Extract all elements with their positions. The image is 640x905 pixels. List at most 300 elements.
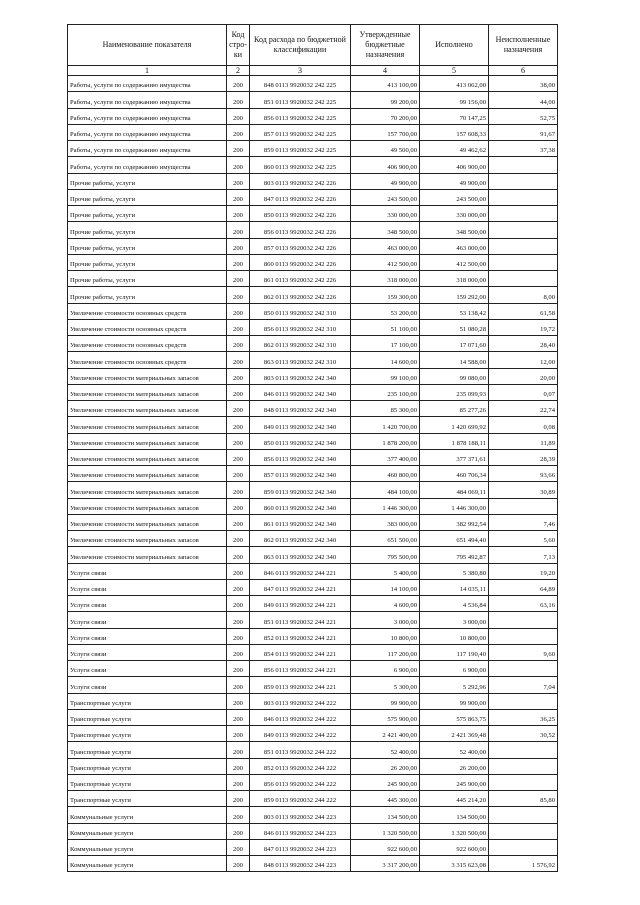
row-approved-cell: 10 800,00	[351, 628, 420, 644]
row-approved-cell: 651 500,00	[351, 531, 420, 547]
table-row	[68, 303, 558, 319]
row-line-code-cell: 200	[227, 498, 250, 514]
row-executed-cell: 1 878 188,11	[420, 433, 489, 449]
row-approved-cell: 3 000,00	[351, 612, 420, 628]
row-unexecuted-cell	[489, 774, 558, 790]
row-approved-cell: 6 900,00	[351, 661, 420, 677]
table-row	[68, 401, 558, 417]
table-row	[68, 644, 558, 660]
row-line-code-cell: 200	[227, 319, 250, 335]
row-line-code-cell: 200	[227, 726, 250, 742]
row-unexecuted-cell: 44,00	[489, 92, 558, 108]
row-name-cell: Прочие работы, услуги	[68, 173, 227, 189]
row-unexecuted-cell	[489, 222, 558, 238]
row-line-code-cell: 200	[227, 303, 250, 319]
column-number-row	[68, 66, 558, 76]
row-executed-cell: 117 190,40	[420, 644, 489, 660]
row-line-code-cell: 200	[227, 287, 250, 303]
row-budget-code-cell: 860 0113 9920032 242 226	[250, 254, 351, 270]
row-executed-cell: 243 500,00	[420, 189, 489, 205]
row-line-code-cell: 200	[227, 514, 250, 530]
row-unexecuted-cell: 22,74	[489, 401, 558, 417]
row-unexecuted-cell	[489, 206, 558, 222]
table-row	[68, 579, 558, 595]
row-approved-cell: 159 300,00	[351, 287, 420, 303]
row-approved-cell: 4 600,00	[351, 596, 420, 612]
row-budget-code-cell: 850 0113 9920032 242 310	[250, 303, 351, 319]
row-budget-code-cell: 803 0113 9920032 242 340	[250, 368, 351, 384]
row-approved-cell: 575 900,00	[351, 709, 420, 725]
row-budget-code-cell: 857 0113 9920032 242 225	[250, 124, 351, 140]
row-name-cell: Прочие работы, услуги	[68, 238, 227, 254]
row-executed-cell: 26 200,00	[420, 758, 489, 774]
row-approved-cell: 134 500,00	[351, 807, 420, 823]
row-unexecuted-cell: 7,04	[489, 677, 558, 693]
row-executed-cell: 575 863,75	[420, 709, 489, 725]
row-name-cell: Услуги связи	[68, 644, 227, 660]
row-name-cell: Увеличение стоимости материальных запасов	[68, 384, 227, 400]
row-line-code-cell: 200	[227, 823, 250, 839]
row-name-cell: Услуги связи	[68, 677, 227, 693]
row-line-code-cell: 200	[227, 693, 250, 709]
row-budget-code-cell: 860 0113 9920032 242 225	[250, 157, 351, 173]
row-line-code-cell: 200	[227, 238, 250, 254]
row-executed-cell: 53 138,42	[420, 303, 489, 319]
row-budget-code-cell: 848 0113 9920032 242 340	[250, 401, 351, 417]
row-unexecuted-cell: 36,25	[489, 709, 558, 725]
row-line-code-cell: 200	[227, 612, 250, 628]
row-name-cell: Транспортные услуги	[68, 758, 227, 774]
row-approved-cell: 1 320 500,00	[351, 823, 420, 839]
row-line-code-cell: 200	[227, 76, 250, 92]
row-approved-cell: 53 200,00	[351, 303, 420, 319]
row-unexecuted-cell: 8,00	[489, 287, 558, 303]
row-executed-cell: 99 156,00	[420, 92, 489, 108]
row-budget-code-cell: 856 0113 9920032 242 340	[250, 449, 351, 465]
row-line-code-cell: 200	[227, 758, 250, 774]
row-executed-cell: 99 080,00	[420, 368, 489, 384]
row-approved-cell: 1 446 300,00	[351, 498, 420, 514]
table-row	[68, 206, 558, 222]
row-line-code-cell: 200	[227, 417, 250, 433]
row-budget-code-cell: 856 0113 9920032 244 221	[250, 661, 351, 677]
row-unexecuted-cell	[489, 839, 558, 855]
row-line-code-cell: 200	[227, 856, 250, 872]
row-approved-cell: 1 878 200,00	[351, 433, 420, 449]
table-row	[68, 531, 558, 547]
row-approved-cell: 445 300,00	[351, 791, 420, 807]
row-executed-cell: 463 000,00	[420, 238, 489, 254]
column-number: 6	[489, 66, 558, 76]
row-approved-cell: 51 100,00	[351, 319, 420, 335]
table-row	[68, 677, 558, 693]
row-executed-cell: 5 380,80	[420, 563, 489, 579]
row-unexecuted-cell	[489, 823, 558, 839]
row-unexecuted-cell: 0,07	[489, 384, 558, 400]
row-name-cell: Коммунальные услуги	[68, 856, 227, 872]
row-name-cell: Коммунальные услуги	[68, 807, 227, 823]
row-executed-cell: 377 371,61	[420, 449, 489, 465]
row-unexecuted-cell	[489, 693, 558, 709]
row-executed-cell: 3 000,00	[420, 612, 489, 628]
row-line-code-cell: 200	[227, 336, 250, 352]
table-row	[68, 742, 558, 758]
row-unexecuted-cell: 63,16	[489, 596, 558, 612]
row-budget-code-cell: 849 0113 9920032 244 221	[250, 596, 351, 612]
table-row	[68, 758, 558, 774]
table-row	[68, 498, 558, 514]
row-name-cell: Услуги связи	[68, 579, 227, 595]
row-executed-cell: 1 446 300,00	[420, 498, 489, 514]
row-name-cell: Увеличение стоимости материальных запасов	[68, 547, 227, 563]
table-row	[68, 482, 558, 498]
row-name-cell: Увеличение стоимости основных средств	[68, 319, 227, 335]
row-unexecuted-cell	[489, 661, 558, 677]
row-executed-cell: 922 600,00	[420, 839, 489, 855]
row-unexecuted-cell: 5,60	[489, 531, 558, 547]
row-budget-code-cell: 863 0113 9920032 242 340	[250, 547, 351, 563]
table-row	[68, 774, 558, 790]
table-row	[68, 222, 558, 238]
row-approved-cell: 99 200,00	[351, 92, 420, 108]
row-line-code-cell: 200	[227, 368, 250, 384]
header-unexecuted: Неисполненные назначения	[489, 25, 558, 66]
row-executed-cell: 157 608,33	[420, 124, 489, 140]
row-budget-code-cell: 860 0113 9920032 242 340	[250, 498, 351, 514]
row-line-code-cell: 200	[227, 222, 250, 238]
row-approved-cell: 52 400,00	[351, 742, 420, 758]
row-line-code-cell: 200	[227, 433, 250, 449]
column-number: 1	[68, 66, 227, 76]
row-line-code-cell: 200	[227, 124, 250, 140]
row-executed-cell: 318 000,00	[420, 271, 489, 287]
row-name-cell: Транспортные услуги	[68, 791, 227, 807]
table-body	[68, 76, 558, 872]
row-executed-cell: 412 500,00	[420, 254, 489, 270]
row-unexecuted-cell	[489, 807, 558, 823]
row-approved-cell: 5 300,00	[351, 677, 420, 693]
row-name-cell: Увеличение стоимости материальных запасов	[68, 417, 227, 433]
row-executed-cell: 51 080,28	[420, 319, 489, 335]
row-unexecuted-cell: 37,38	[489, 141, 558, 157]
row-name-cell: Увеличение стоимости материальных запасов	[68, 466, 227, 482]
table-row	[68, 449, 558, 465]
row-unexecuted-cell: 85,80	[489, 791, 558, 807]
row-approved-cell: 26 200,00	[351, 758, 420, 774]
row-budget-code-cell: 859 0113 9920032 244 221	[250, 677, 351, 693]
row-name-cell: Услуги связи	[68, 612, 227, 628]
row-name-cell: Прочие работы, услуги	[68, 287, 227, 303]
row-budget-code-cell: 856 0113 9920032 242 226	[250, 222, 351, 238]
column-number: 3	[250, 66, 351, 76]
row-unexecuted-cell	[489, 271, 558, 287]
table-row	[68, 856, 558, 872]
table-row	[68, 514, 558, 530]
row-budget-code-cell: 803 0113 9920032 244 222	[250, 693, 351, 709]
row-name-cell: Услуги связи	[68, 596, 227, 612]
row-budget-code-cell: 852 0113 9920032 244 221	[250, 628, 351, 644]
header-row	[68, 25, 558, 66]
budget-report-sheet	[67, 24, 558, 872]
table-row	[68, 254, 558, 270]
row-name-cell: Транспортные услуги	[68, 693, 227, 709]
row-budget-code-cell: 859 0113 9920032 242 340	[250, 482, 351, 498]
row-budget-code-cell: 859 0113 9920032 242 225	[250, 141, 351, 157]
row-name-cell: Увеличение стоимости материальных запасов	[68, 514, 227, 530]
header-approved: Утвержденные бюджетные назначения	[351, 25, 420, 66]
row-executed-cell: 330 000,00	[420, 206, 489, 222]
row-name-cell: Услуги связи	[68, 661, 227, 677]
table-row	[68, 238, 558, 254]
row-unexecuted-cell	[489, 758, 558, 774]
row-unexecuted-cell: 61,58	[489, 303, 558, 319]
row-unexecuted-cell: 19,72	[489, 319, 558, 335]
row-line-code-cell: 200	[227, 579, 250, 595]
header-executed: Исполнено	[420, 25, 489, 66]
row-approved-cell: 49 500,00	[351, 141, 420, 157]
table-row	[68, 76, 558, 92]
row-unexecuted-cell: 7,46	[489, 514, 558, 530]
table-row	[68, 433, 558, 449]
row-line-code-cell: 200	[227, 254, 250, 270]
row-budget-code-cell: 850 0113 9920032 242 340	[250, 433, 351, 449]
row-approved-cell: 49 900,00	[351, 173, 420, 189]
row-unexecuted-cell	[489, 254, 558, 270]
row-approved-cell: 412 500,00	[351, 254, 420, 270]
row-executed-cell: 70 147,25	[420, 108, 489, 124]
table-row	[68, 709, 558, 725]
row-executed-cell: 10 800,00	[420, 628, 489, 644]
row-budget-code-cell: 849 0113 9920032 242 340	[250, 417, 351, 433]
row-budget-code-cell: 803 0113 9920032 242 226	[250, 173, 351, 189]
row-name-cell: Прочие работы, услуги	[68, 206, 227, 222]
row-name-cell: Работы, услуги по содержанию имущества	[68, 157, 227, 173]
row-budget-code-cell: 846 0113 9920032 242 340	[250, 384, 351, 400]
row-executed-cell: 245 900,00	[420, 774, 489, 790]
row-line-code-cell: 200	[227, 449, 250, 465]
row-executed-cell: 382 992,54	[420, 514, 489, 530]
table-row	[68, 693, 558, 709]
row-name-cell: Увеличение стоимости основных средств	[68, 303, 227, 319]
row-line-code-cell: 200	[227, 384, 250, 400]
row-line-code-cell: 200	[227, 189, 250, 205]
table-row	[68, 92, 558, 108]
row-executed-cell: 445 214,20	[420, 791, 489, 807]
row-approved-cell: 243 500,00	[351, 189, 420, 205]
row-unexecuted-cell	[489, 742, 558, 758]
row-approved-cell: 99 100,00	[351, 368, 420, 384]
table-row	[68, 189, 558, 205]
row-name-cell: Увеличение стоимости основных средств	[68, 336, 227, 352]
table-row	[68, 287, 558, 303]
row-approved-cell: 99 900,00	[351, 693, 420, 709]
row-name-cell: Работы, услуги по содержанию имущества	[68, 76, 227, 92]
row-approved-cell: 460 800,00	[351, 466, 420, 482]
row-executed-cell: 99 900,00	[420, 693, 489, 709]
row-unexecuted-cell: 91,67	[489, 124, 558, 140]
table-row	[68, 157, 558, 173]
row-unexecuted-cell: 11,89	[489, 433, 558, 449]
row-unexecuted-cell	[489, 157, 558, 173]
table-row	[68, 352, 558, 368]
row-budget-code-cell: 846 0113 9920032 244 223	[250, 823, 351, 839]
row-approved-cell: 330 000,00	[351, 206, 420, 222]
row-budget-code-cell: 852 0113 9920032 244 222	[250, 758, 351, 774]
row-executed-cell: 1 320 500,00	[420, 823, 489, 839]
table-row	[68, 807, 558, 823]
row-unexecuted-cell: 1 576,92	[489, 856, 558, 872]
row-name-cell: Работы, услуги по содержанию имущества	[68, 141, 227, 157]
row-budget-code-cell: 857 0113 9920032 242 226	[250, 238, 351, 254]
table-row	[68, 563, 558, 579]
row-approved-cell: 1 420 700,00	[351, 417, 420, 433]
row-line-code-cell: 200	[227, 352, 250, 368]
row-line-code-cell: 200	[227, 157, 250, 173]
row-approved-cell: 85 300,00	[351, 401, 420, 417]
row-approved-cell: 318 000,00	[351, 271, 420, 287]
row-unexecuted-cell: 9,60	[489, 644, 558, 660]
table-row	[68, 417, 558, 433]
row-unexecuted-cell: 93,66	[489, 466, 558, 482]
row-line-code-cell: 200	[227, 531, 250, 547]
row-name-cell: Коммунальные услуги	[68, 839, 227, 855]
table-row	[68, 108, 558, 124]
row-unexecuted-cell: 30,52	[489, 726, 558, 742]
row-budget-code-cell: 854 0113 9920032 244 221	[250, 644, 351, 660]
row-approved-cell: 14 100,00	[351, 579, 420, 595]
row-line-code-cell: 200	[227, 807, 250, 823]
row-unexecuted-cell: 38,00	[489, 76, 558, 92]
row-unexecuted-cell	[489, 628, 558, 644]
row-approved-cell: 413 100,00	[351, 76, 420, 92]
row-line-code-cell: 200	[227, 791, 250, 807]
row-approved-cell: 2 421 400,00	[351, 726, 420, 742]
row-name-cell: Увеличение стоимости материальных запасов	[68, 531, 227, 547]
row-name-cell: Работы, услуги по содержанию имущества	[68, 108, 227, 124]
row-unexecuted-cell: 30,89	[489, 482, 558, 498]
row-unexecuted-cell	[489, 189, 558, 205]
row-approved-cell: 235 100,00	[351, 384, 420, 400]
row-executed-cell: 348 500,00	[420, 222, 489, 238]
row-line-code-cell: 200	[227, 108, 250, 124]
table-row	[68, 319, 558, 335]
row-line-code-cell: 200	[227, 563, 250, 579]
row-approved-cell: 157 700,00	[351, 124, 420, 140]
row-line-code-cell: 200	[227, 677, 250, 693]
row-executed-cell: 49 900,00	[420, 173, 489, 189]
row-budget-code-cell: 848 0113 9920032 242 225	[250, 76, 351, 92]
column-number: 5	[420, 66, 489, 76]
row-executed-cell: 14 035,11	[420, 579, 489, 595]
row-unexecuted-cell: 28,39	[489, 449, 558, 465]
row-executed-cell: 406 900,00	[420, 157, 489, 173]
row-executed-cell: 6 900,00	[420, 661, 489, 677]
row-unexecuted-cell: 0,08	[489, 417, 558, 433]
table-row	[68, 628, 558, 644]
row-executed-cell: 5 292,96	[420, 677, 489, 693]
row-executed-cell: 159 292,00	[420, 287, 489, 303]
row-line-code-cell: 200	[227, 742, 250, 758]
table-row	[68, 596, 558, 612]
row-executed-cell: 3 315 623,08	[420, 856, 489, 872]
row-approved-cell: 14 600,00	[351, 352, 420, 368]
row-executed-cell: 235 099,93	[420, 384, 489, 400]
row-budget-code-cell: 803 0113 9920032 244 223	[250, 807, 351, 823]
row-approved-cell: 348 500,00	[351, 222, 420, 238]
row-budget-code-cell: 856 0113 9920032 244 222	[250, 774, 351, 790]
row-approved-cell: 922 600,00	[351, 839, 420, 855]
row-executed-cell: 52 400,00	[420, 742, 489, 758]
row-budget-code-cell: 846 0113 9920032 244 221	[250, 563, 351, 579]
row-unexecuted-cell	[489, 498, 558, 514]
row-approved-cell: 406 900,00	[351, 157, 420, 173]
column-number: 2	[227, 66, 250, 76]
budget-execution-table	[67, 24, 558, 872]
row-approved-cell: 795 500,00	[351, 547, 420, 563]
table-row	[68, 336, 558, 352]
header-budget-code: Код расхода по бюджетной классификации	[250, 25, 351, 66]
row-budget-code-cell: 851 0113 9920032 242 225	[250, 92, 351, 108]
row-executed-cell: 1 420 699,92	[420, 417, 489, 433]
row-executed-cell: 14 588,00	[420, 352, 489, 368]
row-executed-cell: 413 062,00	[420, 76, 489, 92]
row-line-code-cell: 200	[227, 92, 250, 108]
row-name-cell: Транспортные услуги	[68, 726, 227, 742]
row-approved-cell: 377 400,00	[351, 449, 420, 465]
row-executed-cell: 4 536,84	[420, 596, 489, 612]
row-name-cell: Прочие работы, услуги	[68, 189, 227, 205]
row-name-cell: Транспортные услуги	[68, 709, 227, 725]
table-row	[68, 823, 558, 839]
row-line-code-cell: 200	[227, 271, 250, 287]
row-line-code-cell: 200	[227, 628, 250, 644]
row-budget-code-cell: 851 0113 9920032 244 221	[250, 612, 351, 628]
row-budget-code-cell: 862 0113 9920032 242 226	[250, 287, 351, 303]
row-name-cell: Увеличение стоимости материальных запасов	[68, 401, 227, 417]
row-line-code-cell: 200	[227, 173, 250, 189]
row-budget-code-cell: 848 0113 9920032 244 223	[250, 856, 351, 872]
row-executed-cell: 134 500,00	[420, 807, 489, 823]
row-executed-cell: 2 421 369,48	[420, 726, 489, 742]
row-line-code-cell: 200	[227, 839, 250, 855]
row-name-cell: Работы, услуги по содержанию имущества	[68, 124, 227, 140]
table-row	[68, 791, 558, 807]
row-budget-code-cell: 850 0113 9920032 242 226	[250, 206, 351, 222]
row-budget-code-cell: 847 0113 9920032 242 226	[250, 189, 351, 205]
row-line-code-cell: 200	[227, 661, 250, 677]
row-unexecuted-cell: 28,40	[489, 336, 558, 352]
row-line-code-cell: 200	[227, 401, 250, 417]
table-row	[68, 141, 558, 157]
row-name-cell: Коммунальные услуги	[68, 823, 227, 839]
table-row	[68, 271, 558, 287]
row-unexecuted-cell: 64,89	[489, 579, 558, 595]
table-row	[68, 547, 558, 563]
row-name-cell: Прочие работы, услуги	[68, 222, 227, 238]
row-approved-cell: 484 100,00	[351, 482, 420, 498]
row-unexecuted-cell: 7,13	[489, 547, 558, 563]
row-approved-cell: 17 100,00	[351, 336, 420, 352]
row-line-code-cell: 200	[227, 206, 250, 222]
row-name-cell: Услуги связи	[68, 563, 227, 579]
row-executed-cell: 17 071,60	[420, 336, 489, 352]
row-approved-cell: 383 000,00	[351, 514, 420, 530]
row-budget-code-cell: 859 0113 9920032 244 222	[250, 791, 351, 807]
table-row	[68, 612, 558, 628]
row-budget-code-cell: 847 0113 9920032 244 221	[250, 579, 351, 595]
header-line-code: Код стро- ки	[227, 25, 250, 66]
row-unexecuted-cell	[489, 238, 558, 254]
